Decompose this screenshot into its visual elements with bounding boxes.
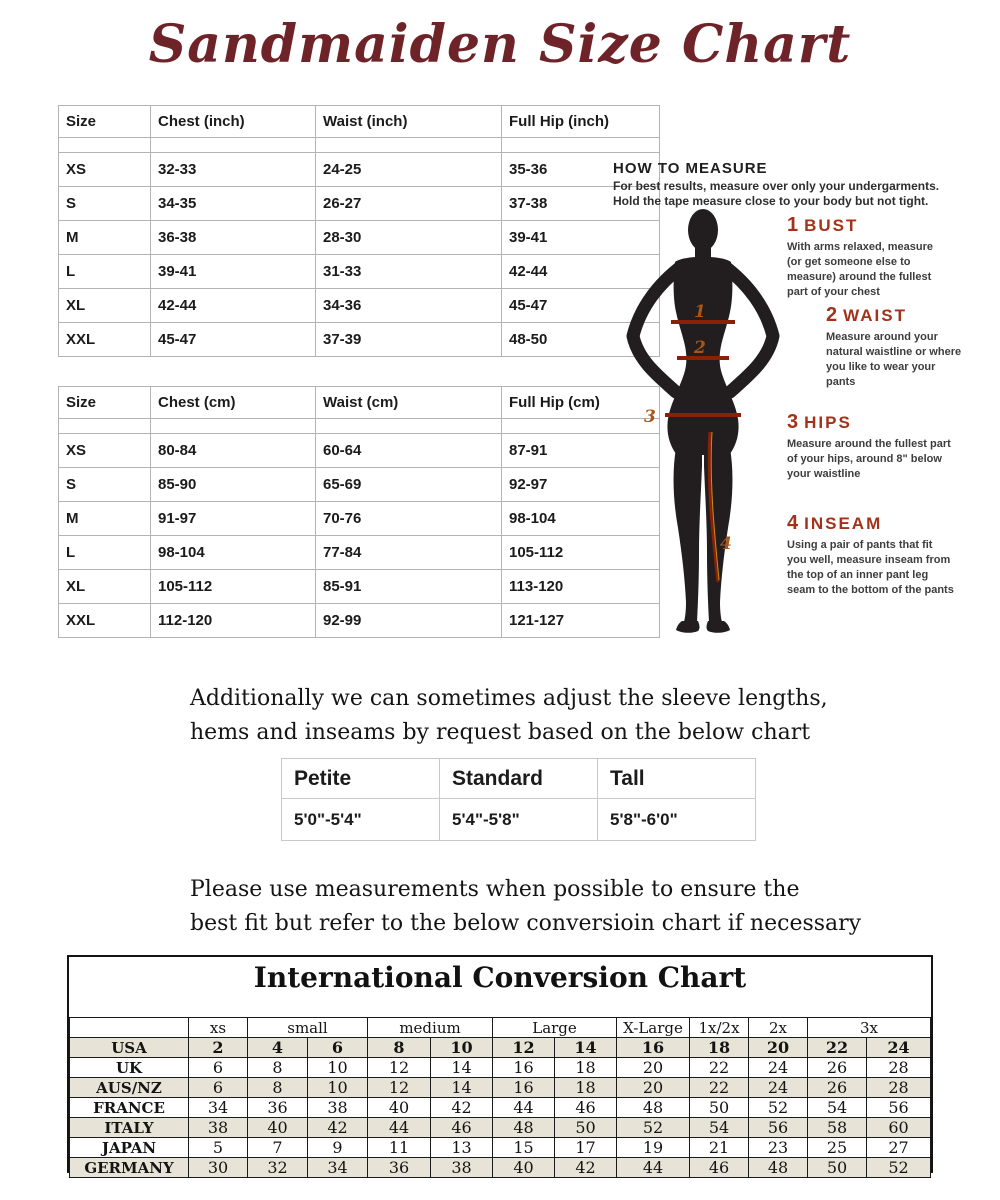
- measure-step-waist: [826, 304, 971, 389]
- step-number: 3: [787, 411, 801, 433]
- table-row: L 98-104 77-84 105-112: [59, 536, 660, 570]
- step-number: 4: [787, 512, 801, 534]
- figure-mark-hips: 3: [644, 407, 656, 427]
- group-header-large: Large: [493, 1018, 617, 1038]
- col-header-size: Size: [59, 106, 151, 138]
- step-name: BUST: [804, 216, 859, 235]
- col-header-chest: Chest (cm): [151, 387, 316, 419]
- table-row: S 85-90 65-69 92-97: [59, 468, 660, 502]
- spacer-row: [59, 419, 660, 434]
- how-to-measure-intro-line2: Hold the tape measure close to your body but not tight.: [613, 194, 929, 208]
- how-to-measure-intro-line1: For best results, measure over only your undergarments.: [613, 179, 940, 193]
- table-row: XL 42-44 34-36 45-47: [59, 289, 660, 323]
- step-heading: [787, 214, 947, 237]
- measurement-figure-illustration: [618, 208, 788, 638]
- table-row: XXL 112-120 92-99 121-127: [59, 604, 660, 638]
- table-row: XL 105-112 85-91 113-120: [59, 570, 660, 604]
- group-header-3x: 3x: [808, 1018, 931, 1038]
- blank-cell: [70, 1018, 189, 1038]
- figure-mark-inseam: 4: [720, 534, 732, 554]
- height-table-value-row: [282, 799, 756, 841]
- table-row: M 91-97 70-76 98-104: [59, 502, 660, 536]
- conversion-row-france: FRANCE 34 36 38 40 42 44 46 48 50 52 54 56: [70, 1098, 931, 1118]
- conversion-chart-title: International Conversion Chart: [253, 961, 747, 994]
- measurements-note: [190, 873, 870, 941]
- table-row: M 36-38 28-30 39-41: [59, 221, 660, 255]
- step-text: Measure around your natural waistline or where you like to wear your pants: [826, 331, 962, 388]
- table-row: XS 32-33 24-25 35-36: [59, 153, 660, 187]
- group-header-2x: 2x: [749, 1018, 808, 1038]
- table-row: XS 80-84 60-64 87-91: [59, 434, 660, 468]
- step-name: WAIST: [843, 306, 907, 325]
- col-header-petite: Petite: [282, 759, 440, 799]
- conversion-row-italy: ITALY 38 40 42 44 46 48 50 52 54 56 58 60: [70, 1118, 931, 1138]
- measurements-note-line1: Please use measurements when possible to ensure the: [190, 877, 800, 902]
- size-table-cm-header-row: [59, 387, 660, 419]
- step-heading: [787, 512, 957, 535]
- conversion-row-japan: JAPAN 5 7 9 11 13 15 17 19 21 23 25 27: [70, 1138, 931, 1158]
- measurements-note-line2: best fit but refer to the below conversioin chart if necessary: [190, 911, 862, 936]
- step-heading: [787, 411, 957, 434]
- col-header-size: Size: [59, 387, 151, 419]
- table-row: L 39-41 31-33 42-44: [59, 255, 660, 289]
- col-header-waist: Waist (inch): [316, 106, 502, 138]
- conversion-row-germany: GERMANY 30 32 34 36 38 40 42 44 46 48 50 52: [70, 1158, 931, 1178]
- conversion-table: [69, 1017, 931, 1178]
- col-header-chest: Chest (inch): [151, 106, 316, 138]
- figure-mark-waist: 2: [694, 338, 706, 358]
- size-table-inch-header-row: [59, 106, 660, 138]
- petite-range: 5'0"-5'4": [282, 799, 440, 841]
- conversion-row-ausnz: AUS/NZ 6 8 10 12 14 16 18 20 22 24 26 28: [70, 1078, 931, 1098]
- group-header-xlarge: X-Large: [617, 1018, 690, 1038]
- step-name: INSEAM: [804, 514, 883, 533]
- group-header-1x2x: 1x/2x: [690, 1018, 749, 1038]
- adjustment-note-line2: hems and inseams by request based on the below chart: [190, 720, 811, 745]
- step-text: With arms relaxed, measure (or get someone else to measure) around the fullest part of your chest: [787, 241, 934, 298]
- conversion-size-group-row: [70, 1018, 931, 1038]
- step-number: 2: [826, 304, 840, 326]
- col-header-tall: Tall: [598, 759, 756, 799]
- table-row: S 34-35 26-27 37-38: [59, 187, 660, 221]
- page-title: Sandmaiden Size Chart: [148, 14, 852, 75]
- step-heading: [826, 304, 971, 327]
- col-header-waist: Waist (cm): [316, 387, 502, 419]
- measure-step-hips: [787, 411, 957, 482]
- group-header-xs: xs: [189, 1018, 248, 1038]
- col-header-hip: Full Hip (inch): [502, 106, 660, 138]
- spacer-row: [59, 138, 660, 153]
- height-range-table: [281, 758, 756, 841]
- adjustment-note: [190, 682, 850, 750]
- how-to-measure-heading: HOW TO MEASURE: [613, 160, 768, 177]
- height-table-header-row: [282, 759, 756, 799]
- size-table-inch: [58, 105, 660, 357]
- figure-mark-bust: 1: [694, 302, 706, 322]
- col-header-standard: Standard: [440, 759, 598, 799]
- measure-step-bust: [787, 214, 947, 299]
- step-number: 1: [787, 214, 801, 236]
- conversion-row-usa: USA 2 4 6 8 10 12 14 16 18 20 22 24: [70, 1038, 931, 1058]
- step-name: HIPS: [804, 413, 852, 432]
- measure-step-inseam: [787, 512, 957, 597]
- group-header-medium: medium: [368, 1018, 493, 1038]
- size-table-cm: [58, 386, 660, 638]
- col-header-hip: Full Hip (cm): [502, 387, 660, 419]
- tall-range: 5'8"-6'0": [598, 799, 756, 841]
- step-text: Measure around the fullest part of your hips, around 8" below your waistline: [787, 438, 951, 480]
- adjustment-note-line1: Additionally we can sometimes adjust the sleeve lengths,: [190, 686, 828, 711]
- group-header-small: small: [248, 1018, 368, 1038]
- standard-range: 5'4"-5'8": [440, 799, 598, 841]
- international-conversion-chart: [67, 955, 933, 1177]
- table-row: XXL 45-47 37-39 48-50: [59, 323, 660, 357]
- conversion-row-uk: UK 6 8 10 12 14 16 18 20 22 24 26 28: [70, 1058, 931, 1078]
- step-text: Using a pair of pants that fit you well, measure inseam from the top of an inner pant leg seam to the bottom of the pants: [787, 539, 954, 596]
